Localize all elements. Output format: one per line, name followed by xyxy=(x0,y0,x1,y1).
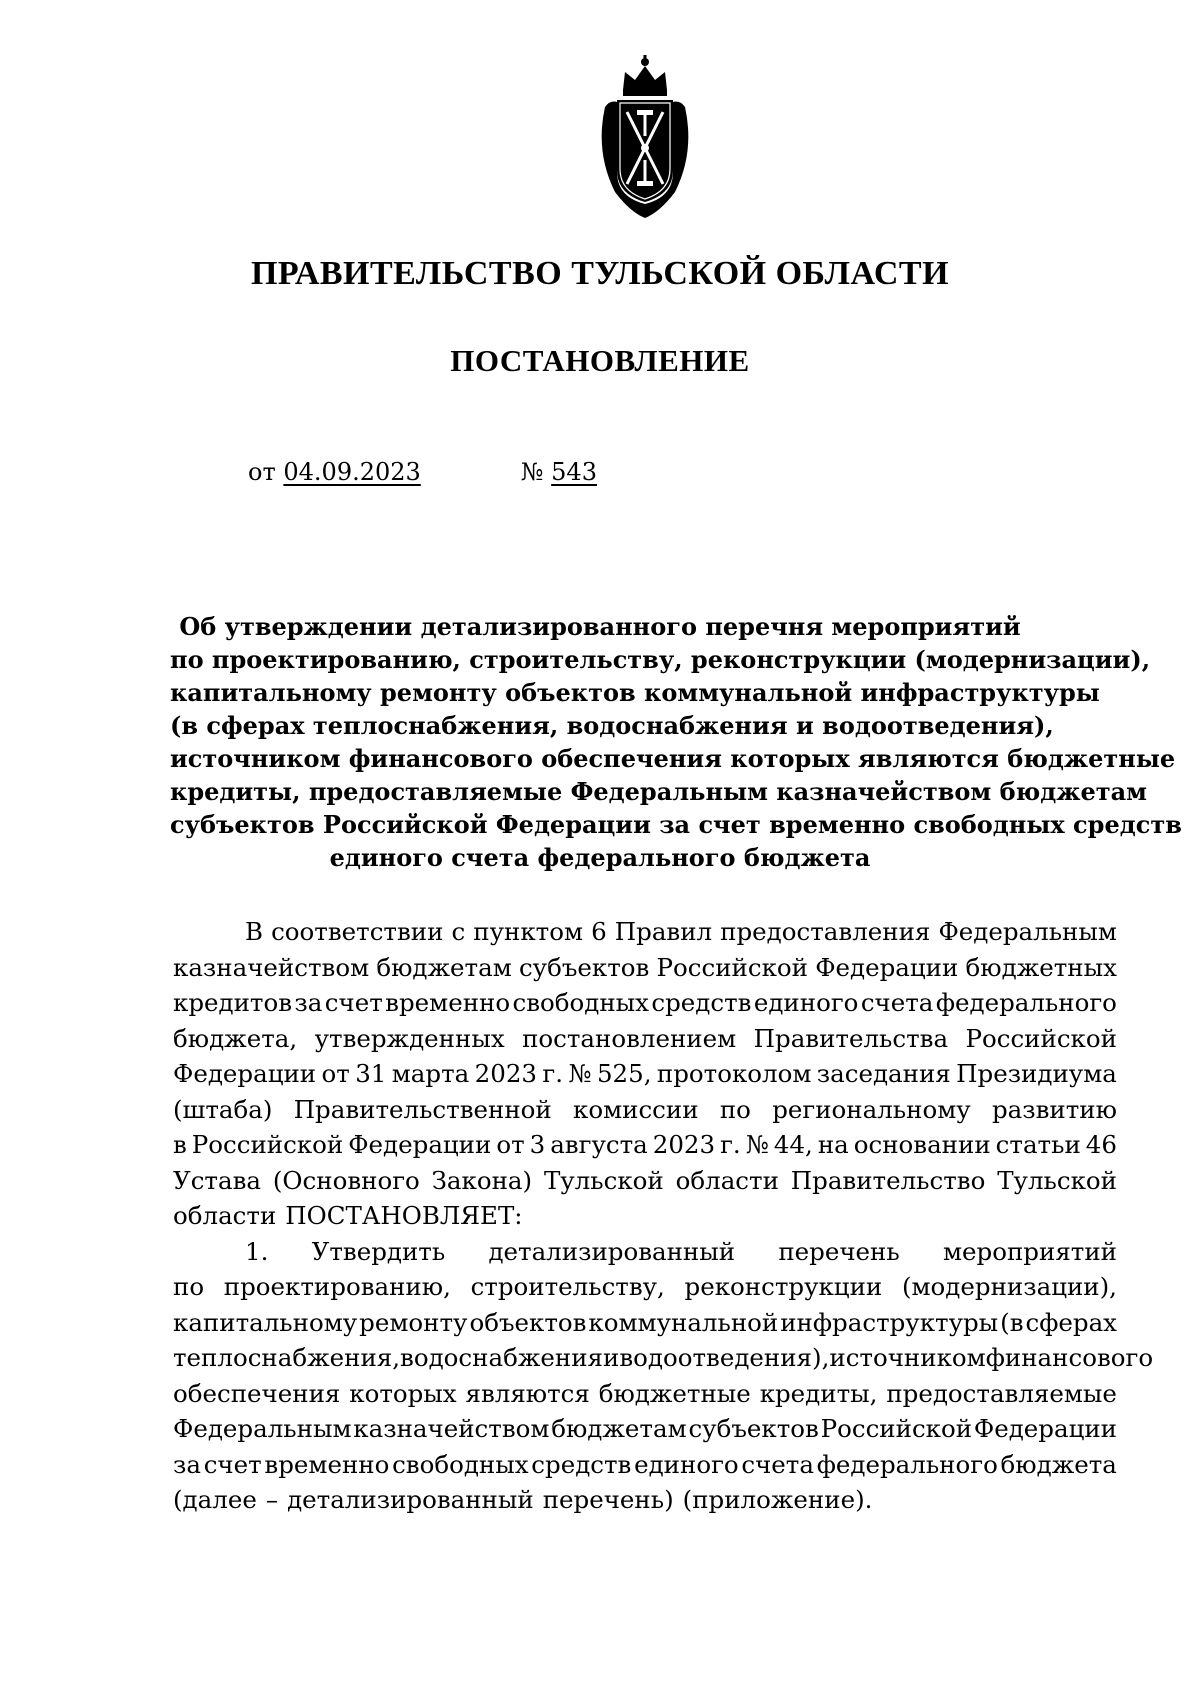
document-date: 04.09.2023 xyxy=(283,458,421,486)
body-word: бюджета xyxy=(1000,1449,1117,1479)
body-word: перечень xyxy=(778,1236,900,1266)
title-line: (в сферах теплоснабжения, водоснабжения и водоотведения), xyxy=(170,711,1054,740)
body-word: (Основного xyxy=(272,1165,420,1195)
body-line xyxy=(173,950,1117,986)
body-word: области xyxy=(173,1201,277,1230)
body-word: В xyxy=(245,917,264,946)
body-word: на xyxy=(817,1130,849,1159)
body-word: теплоснабжения, xyxy=(173,1343,401,1372)
body-line xyxy=(173,1376,1117,1412)
body-line xyxy=(173,1056,1117,1092)
body-word: временно xyxy=(385,988,511,1017)
body-word: единого xyxy=(753,988,859,1017)
body-word: федерального xyxy=(816,1449,998,1479)
body-word: от xyxy=(321,1059,350,1088)
body-word: являются xyxy=(465,1378,590,1408)
body-word: № xyxy=(745,1130,769,1159)
body-word: комиссии xyxy=(573,1094,699,1124)
body-word: 3 xyxy=(529,1130,546,1159)
body-word: временно xyxy=(264,1449,390,1479)
body-word: Федерации xyxy=(348,1130,492,1159)
body-word: бюджета, xyxy=(173,1023,298,1053)
body-word: области xyxy=(675,1165,779,1195)
body-word: ремонту xyxy=(359,1307,468,1337)
body-word: с xyxy=(451,917,466,946)
body-word: предоставления xyxy=(720,917,931,946)
body-word: счет xyxy=(203,1449,262,1479)
title-line: капитальному ремонту объектов коммунальной инфраструктуры xyxy=(170,678,1100,707)
body-word: утвержденных xyxy=(314,1023,505,1053)
body-word: Федеральным xyxy=(938,917,1117,946)
document-body xyxy=(173,914,1154,1518)
title-line: по проектированию, строительству, реконструкции (модернизации), xyxy=(170,645,1151,674)
body-word: 6 xyxy=(591,917,607,946)
body-line xyxy=(173,1127,1117,1163)
body-word: Тульской xyxy=(543,1165,664,1195)
document-title xyxy=(170,610,1182,874)
body-word: бюджетные xyxy=(598,1378,751,1408)
body-word: – xyxy=(265,1485,279,1514)
body-word: Российской xyxy=(965,1023,1117,1053)
body-word: предоставляемые xyxy=(886,1378,1117,1408)
body-word: субъектов xyxy=(518,952,650,982)
body-word: развитию xyxy=(991,1094,1117,1124)
body-word: единого xyxy=(634,1449,739,1479)
body-word: за xyxy=(294,988,323,1017)
body-line xyxy=(173,1234,1117,1270)
body-word: инфраструктуры xyxy=(780,1307,999,1337)
body-word: субъектов xyxy=(688,1414,819,1443)
body-word: Закона) xyxy=(431,1165,533,1195)
body-word: бюджетам xyxy=(551,1414,687,1443)
body-word: Правил xyxy=(614,917,713,946)
body-word: (приложение). xyxy=(682,1485,873,1514)
body-word: счета xyxy=(860,988,934,1017)
body-word: свободных xyxy=(392,1449,529,1479)
body-word: кредиты, xyxy=(759,1378,878,1408)
body-line xyxy=(173,1447,1117,1483)
body-line xyxy=(173,1411,1117,1447)
body-word: Утвердить xyxy=(311,1236,446,1266)
body-line xyxy=(173,1021,1117,1057)
body-word: коммунальной xyxy=(588,1307,779,1337)
body-word: счета xyxy=(741,1449,814,1479)
body-word: 2023 xyxy=(652,1130,716,1159)
body-word: 2023 xyxy=(474,1059,537,1088)
body-word: водоотведения), xyxy=(619,1343,830,1372)
body-word: Правительство xyxy=(790,1165,986,1195)
body-word: Федеральным xyxy=(173,1414,352,1443)
title-line: кредиты, предоставляемые Федеральным казначейством бюджетам xyxy=(170,777,1147,806)
body-word: федерального xyxy=(935,988,1117,1017)
body-word: протоколом xyxy=(656,1059,812,1088)
tula-coat-of-arms-icon xyxy=(585,52,705,222)
body-word: марта xyxy=(391,1059,470,1088)
body-word: детализированный xyxy=(287,1485,534,1514)
body-word: основании xyxy=(853,1130,991,1159)
body-word: (в xyxy=(1000,1307,1024,1337)
body-line xyxy=(173,1340,1154,1376)
body-word: по xyxy=(173,1272,205,1301)
body-word: Российской xyxy=(191,1130,344,1159)
body-word: бюджетных xyxy=(965,952,1117,982)
title-line: источником финансового обеспечения которых являются бюджетные xyxy=(170,744,1176,773)
title-line: единого счета федерального бюджета xyxy=(329,843,871,872)
body-word: источником xyxy=(829,1343,986,1372)
body-line xyxy=(173,1305,1117,1341)
organization-name: ПРАВИТЕЛЬСТВО ТУЛЬСКОЙ ОБЛАСТИ xyxy=(250,255,950,292)
body-word: от xyxy=(496,1130,525,1159)
body-word: Федерации xyxy=(973,1414,1117,1443)
body-word: которых xyxy=(349,1378,457,1408)
body-word: Правительственной xyxy=(293,1094,552,1124)
body-word: пунктом xyxy=(473,917,584,946)
title-line: субъектов Российской Федерации за счет временно свободных средств xyxy=(170,810,1182,839)
body-word: 525, xyxy=(596,1059,652,1088)
date-number-line xyxy=(248,458,597,486)
body-line xyxy=(173,1092,1117,1128)
body-word: 31 xyxy=(355,1059,387,1088)
body-word: средств xyxy=(651,988,752,1017)
body-word: постановлением xyxy=(522,1023,737,1053)
body-line xyxy=(173,985,1117,1021)
body-word: свободных xyxy=(512,988,649,1017)
body-word: Российской xyxy=(820,1414,973,1443)
body-word: объектов xyxy=(469,1307,587,1337)
body-word: ПОСТАНОВЛЯЕТ: xyxy=(285,1201,523,1230)
body-word: (далее xyxy=(173,1485,257,1514)
body-word: 44, xyxy=(773,1130,813,1159)
body-word: мероприятий xyxy=(942,1236,1117,1266)
body-line xyxy=(173,1269,1117,1305)
body-word: строительству, xyxy=(470,1272,665,1301)
body-word: № xyxy=(568,1059,592,1088)
body-word: 46 xyxy=(1085,1130,1117,1159)
body-word: перечень) xyxy=(542,1485,674,1514)
body-word: бюджетам xyxy=(376,952,512,982)
body-word: (модернизации), xyxy=(901,1272,1117,1301)
body-word: капитальному xyxy=(173,1307,358,1337)
body-word: Федерации xyxy=(173,1059,317,1088)
body-word: счет xyxy=(324,988,383,1017)
date-prefix: от xyxy=(248,458,276,486)
body-word: Российской xyxy=(656,952,808,982)
body-word: соответствии xyxy=(271,917,444,946)
body-line xyxy=(173,1198,1117,1234)
body-word: г. xyxy=(542,1059,563,1088)
document-number: 543 xyxy=(551,458,597,486)
body-word: реконструкции xyxy=(684,1272,883,1301)
body-word: проектированию, xyxy=(223,1272,451,1301)
body-word: кредитов xyxy=(173,988,293,1017)
document-type: ПОСТАНОВЛЕНИЕ xyxy=(450,343,750,378)
body-word: заседания xyxy=(816,1059,951,1088)
body-word: водоснабжения xyxy=(400,1343,603,1372)
number-prefix: № xyxy=(520,458,544,486)
body-word: Правительства xyxy=(753,1023,949,1053)
body-word: (штаба) xyxy=(173,1094,273,1124)
body-word: за xyxy=(173,1449,201,1479)
body-word: Устава xyxy=(173,1165,261,1195)
body-word: статьи xyxy=(995,1130,1081,1159)
body-word: и xyxy=(603,1343,620,1372)
body-word: детализированный xyxy=(488,1236,736,1266)
body-line xyxy=(173,1482,1117,1518)
body-word: региональному xyxy=(772,1094,971,1124)
body-word: казначейством xyxy=(173,952,370,982)
body-word: Федерации xyxy=(815,952,959,982)
body-word: казначейством xyxy=(353,1414,550,1443)
body-word: в xyxy=(173,1130,187,1159)
body-word: по xyxy=(719,1094,751,1124)
body-word: финансового xyxy=(985,1343,1154,1372)
body-line xyxy=(173,914,1117,950)
body-word: сферах xyxy=(1025,1307,1117,1337)
body-word: средств xyxy=(531,1449,632,1479)
body-word: августа xyxy=(550,1130,648,1159)
body-word: Тульской xyxy=(997,1165,1117,1195)
body-word: Президиума xyxy=(956,1059,1117,1088)
body-line xyxy=(173,1163,1117,1199)
body-word: г. xyxy=(720,1130,741,1159)
title-line: Об утверждении детализированного перечня мероприятий xyxy=(179,612,1021,641)
body-word: обеспечения xyxy=(173,1378,341,1408)
body-word: 1. xyxy=(245,1236,269,1266)
